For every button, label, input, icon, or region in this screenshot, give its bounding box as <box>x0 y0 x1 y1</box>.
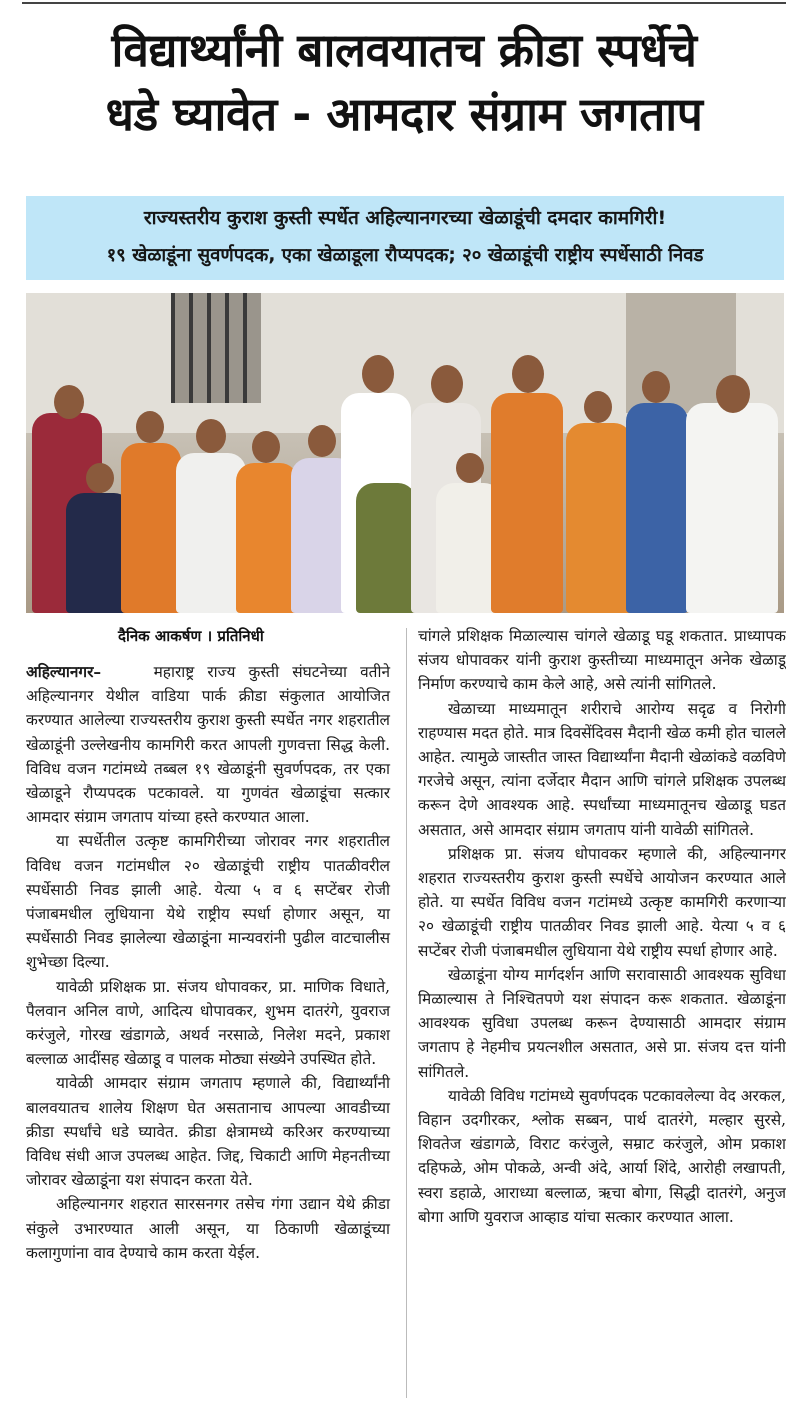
photo-head <box>456 453 484 483</box>
photo-person <box>626 403 688 613</box>
photo-window <box>171 293 261 403</box>
photo-head <box>362 355 394 393</box>
article-paragraph: खेळाच्या माध्यमातून शरीराचे आरोग्य सदृढ व निरोगी राहण्यास मदत होते. मात्र दिवसेंदिवस मैदानी खेळ कमी होत चालले आहेत. त्यामुळे जास्तीत जास्त विद्यार्थ्यांना मैदानी खेळांकडे वळविणे गरजेचे असून, त्यांना दर्जेदार मैदान आणि चांगले प्रशिक्षक उपलब्ध करून देणे आवश्यक आहे. स्पर्धांच्या माध्यमातूनच खेळाडू घडत असतात, असे आमदार संग्राम जगताप यांनी यावेळी सांगितले. <box>418 699 786 839</box>
photo-head <box>716 375 750 413</box>
photo-person <box>356 483 416 613</box>
article-paragraph: यावेळी विविध गटांमध्ये सुवर्णपदक पटकावलेल्या वेद अरकल, विहान उदगीरकर, श्लोक सब्बन, पार्थ दातरंगे, मल्हार सुरसे, शिवतेज खंडागळे, विराट करंजुले, सम्राट करंजुले, ओम प्रकाश दहिफळे, ओम पोकळे, अन्वी अंदे, आर्या शिंदे, आरोही लखापती, स्वरा डहाळे, आराध्या बल्लाळ, ऋचा बोगा, सिद्धी दातरंगे, अनुज बोगा आणि युवराज आव्हाड यांचा सत्कार करण्यात आला. <box>418 1086 786 1226</box>
article-paragraph: यावेळी प्रशिक्षक प्रा. संजय धोपावकर, प्रा. माणिक विधाते, पैलवान अनिल वाणे, आदित्य धोपावकर, शुभम दातरंगे, युवराज करंजुले, गोरख खंडागळे, अथर्व नरसाळे, निलेश मदने, प्रकाश बल्लाळ आदींसह खेळाडू व पालक मोठ्या संख्येने उपस्थित होते. <box>26 977 390 1069</box>
photo-person <box>121 443 181 613</box>
article-column-right <box>418 624 786 1229</box>
article-paragraph: चांगले प्रशिक्षक मिळाल्यास चांगले खेळाडू घडू शकतात. प्राध्यापक संजय धोपावकर यांनी कुराश कुस्तीच्या माध्यमातून अनेक खेळाडू निर्माण करण्याचे काम केले आहे, असे त्यांनी सांगितले. <box>418 627 786 694</box>
article-paragraph: या स्पर्धेतील उत्कृष्ट कामगिरीच्या जोरावर नगर शहरातील विविध वजन गटांमधील २० खेळाडूंची राष्ट्रीय पातळीवरील स्पर्धेसाठी निवड झाली आहे. येत्या ५ व ६ सप्टेंबर रोजी पंजाबमधील लुधियाना येथे राष्ट्रीय स्पर्धा होणार असून, या स्पर्धेसाठी निवड झालेल्या खेळाडूंना मान्यवरांनी पुढील वाटचालीस शुभेच्छा दिल्या. <box>26 832 390 972</box>
byline: दैनिक आकर्षण । प्रतिनिधी <box>118 627 264 645</box>
headline-line-2: धडे घ्यावेत - आमदार संग्राम जगताप <box>105 87 703 141</box>
paragraph-text: महाराष्ट्र राज्य कुस्ती संघटनेच्या वतीने अहिल्यानगर येथील वाडिया पार्क क्रीडा संकुलात आयोजित करण्यात आलेल्या राज्यस्तरीय कुराश कुस्ती स्पर्धेत नगर शहरातील खेळाडूंनी उल्लेखनीय कामगिरी करत आपली गुणवत्ता सिद्ध केली. विविध वजन गटांमध्ये तब्बल १९ खेळाडूंनी सुवर्णपदक, तर एका खेळाडूने रौप्यपदक पटकावले. या गुणवंत खेळाडूंचा सत्कार आमदार संग्राम जगताप यांच्या हस्ते करण्यात आला. <box>26 663 390 827</box>
photo-head <box>308 425 336 457</box>
group-photo <box>26 293 784 613</box>
photo-person <box>491 393 563 613</box>
photo-head <box>54 385 84 419</box>
column-divider <box>406 628 407 1398</box>
photo-head <box>136 411 164 443</box>
headline-line-1: विद्यार्थ्यांनी बालवयातच क्रीडा स्पर्धेचे <box>111 23 697 77</box>
photo-person <box>236 463 298 613</box>
top-rule <box>22 2 786 4</box>
photo-head <box>512 355 544 393</box>
dateline: अहिल्यानगर– <box>26 663 102 681</box>
article-column-left <box>26 660 390 1265</box>
photo-person <box>566 423 632 613</box>
photo-head <box>196 419 226 453</box>
photo-head <box>431 365 463 403</box>
article-paragraph: अहिल्यानगर शहरात सारसनगर तसेच गंगा उद्यान येथे क्रीडा संकुले उभारण्यात आली असून, या ठिकाणी खेळाडूंच्या कलागुणांना वाव देण्याचे काम करता येईल. <box>26 1195 390 1262</box>
article-paragraph <box>26 660 390 829</box>
photo-head <box>584 391 612 423</box>
photo-head <box>252 431 280 463</box>
subheadline-line-2: १९ खेळाडूंना सुवर्णपदक, एका खेळाडूला रौप्यपदक; २० खेळाडूंची राष्ट्रीय स्पर्धेसाठी निवड <box>106 245 704 266</box>
photo-person <box>686 403 778 613</box>
article-paragraph: यावेळी आमदार संग्राम जगताप म्हणाले की, विद्यार्थ्यांनी बालवयातच शालेय शिक्षण घेत असतानाच आपल्या आवडीच्या क्रीडा स्पर्धांचे धडे घ्यावेत. क्रीडा क्षेत्रामध्ये करिअर करण्याच्या विविध संधी आज उपलब्ध आहेत. जिद्द, चिकाटी आणि मेहनतीच्या जोरावर खेळाडूंना यश संपादन करता येते. <box>26 1074 390 1190</box>
subheadline-box <box>26 196 784 280</box>
article-paragraph: प्रशिक्षक प्रा. संजय धोपावकर म्हणाले की, अहिल्यानगर शहरात राज्यस्तरीय कुराश कुस्ती स्पर्धेचे आयोजन करण्यात आले होते. या स्पर्धेत विविध वजन गटांमध्ये उत्कृष्ट कामगिरी करणाऱ्या २० खेळाडूंची राष्ट्रीय पातळीवर निवड झाली आहे. येत्या ५ व ६ सप्टेंबर रोजी पंजाबमधील लुधियाना येथे राष्ट्रीय स्पर्धा होणार आहे. <box>418 844 786 960</box>
subheadline-line-1: राज्यस्तरीय कुराश कुस्ती स्पर्धेत अहिल्यानगरच्या खेळाडूंची दमदार कामगिरी! <box>143 207 667 229</box>
photo-head <box>642 371 670 403</box>
photo-head <box>86 463 114 493</box>
headline <box>22 18 786 146</box>
article-paragraph: खेळाडूंना योग्य मार्गदर्शन आणि सरावासाठी आवश्यक सुविधा मिळाल्यास ते निश्चितपणे यश संपादन करू शकतात. खेळाडूंना आवश्यक सुविधा उपलब्ध करून देण्यासाठी आमदार संग्राम जगताप हे नेहमीच प्रयत्नशील असतात, असे प्रा. संजय दत्त यांनी सांगितले. <box>418 965 786 1081</box>
